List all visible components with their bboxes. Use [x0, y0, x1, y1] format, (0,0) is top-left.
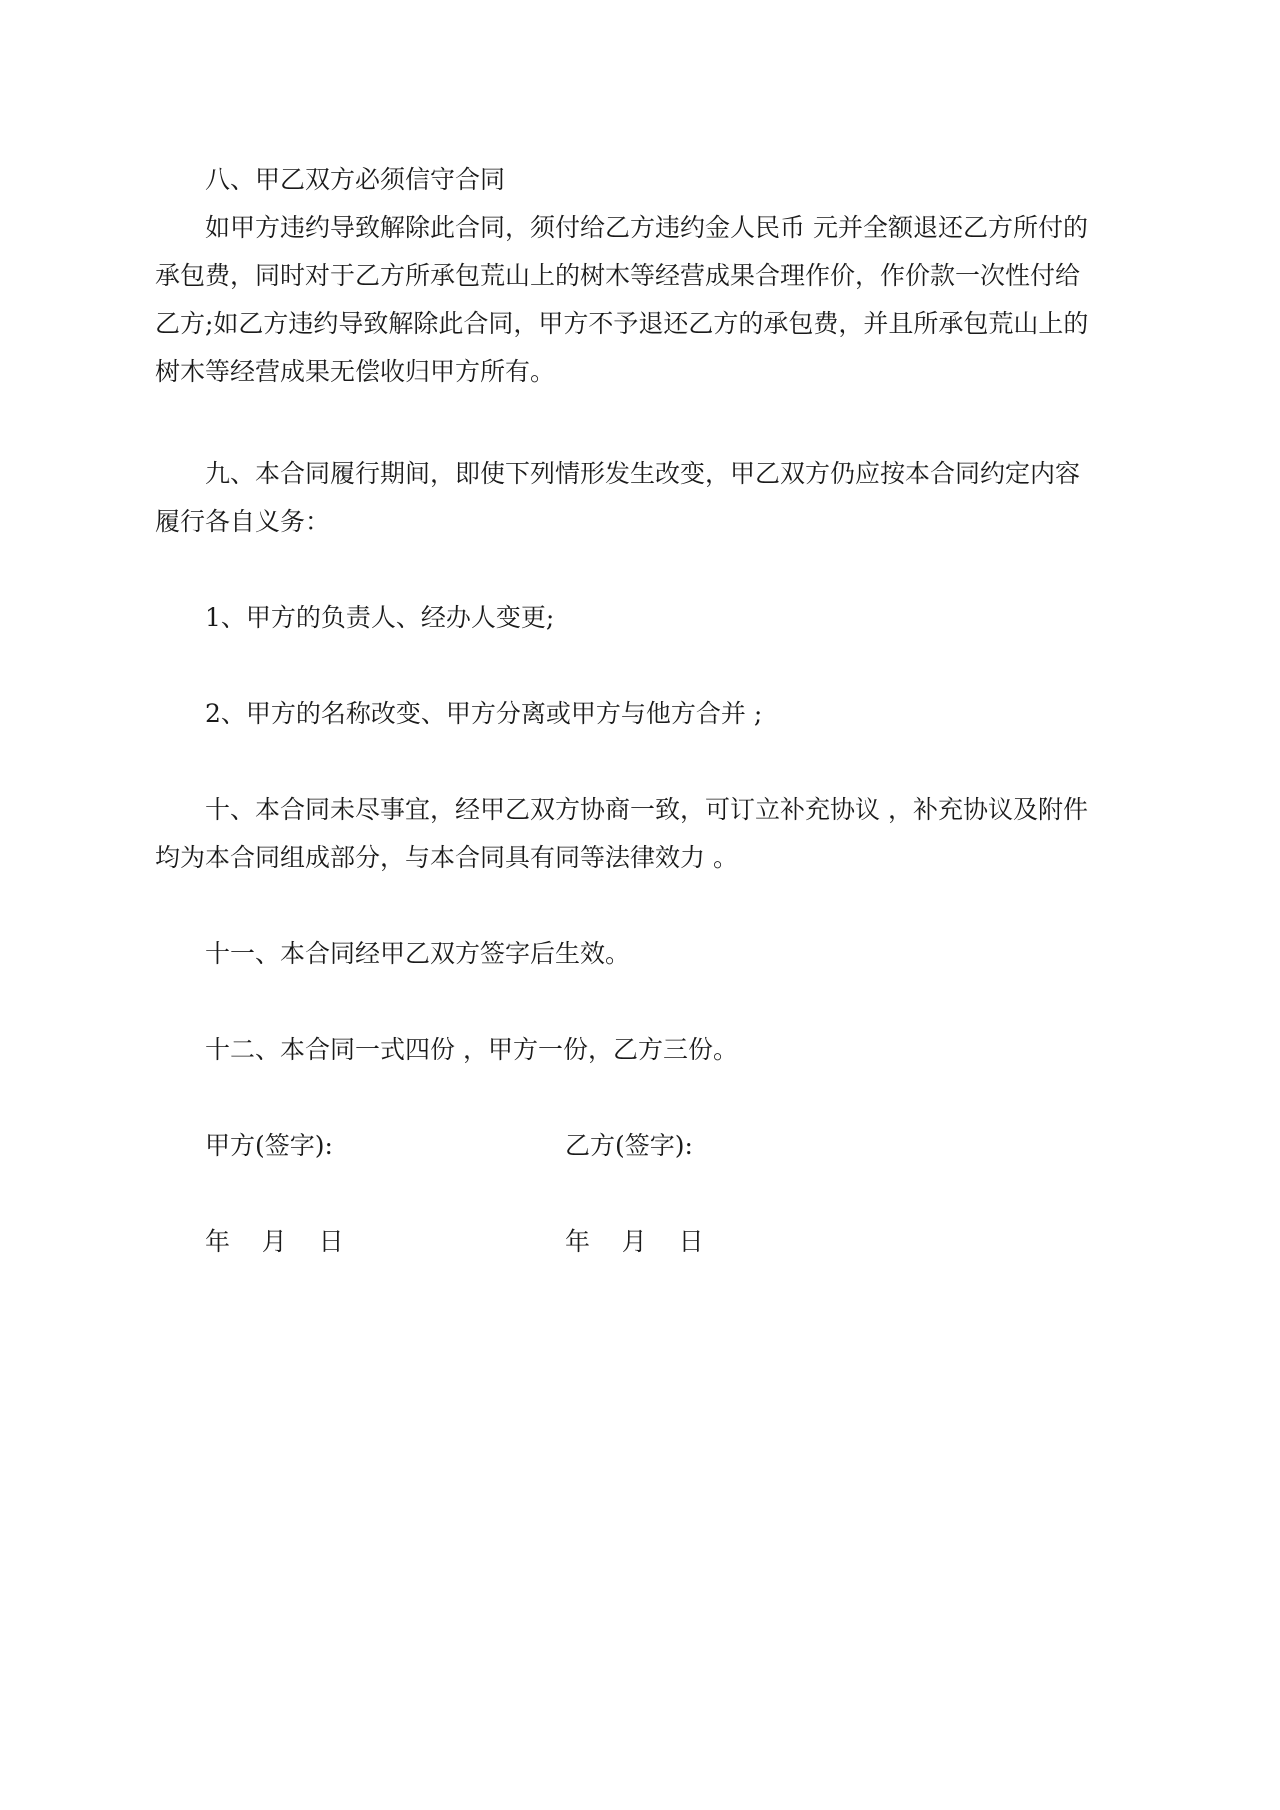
- section9-line-2: 履行各自义务：: [155, 507, 331, 536]
- section8-line-4: 树木等经营成果无偿收归甲方所有。: [155, 357, 556, 386]
- section8-line-2: 承包费，同时对于乙方所承包荒山上的树木等经营成果合理作价，作价款一次性付给: [155, 261, 1081, 290]
- section9-item-2: 2、甲方的名称改变、甲方分离或甲方与他方合并 ;: [205, 699, 763, 728]
- section9-item-1: 1、甲方的负责人、经办人变更;: [205, 603, 555, 632]
- party-a-signature-label: 甲方(签字):: [205, 1131, 333, 1160]
- party-b-date: 年 月 日: [565, 1227, 704, 1256]
- section10-line-2: 均为本合同组成部分，与本合同具有同等法律效力 。: [155, 843, 738, 872]
- section8-line-1: 如甲方违约导致解除此合同，须付给乙方违约金人民币 元并全额退还乙方所付的: [205, 213, 1088, 242]
- party-a-date: 年 月 日: [205, 1227, 344, 1256]
- section8-heading: 八、甲乙双方必须信守合同: [205, 165, 506, 194]
- section10-line-1: 十、本合同未尽事宜，经甲乙双方协商一致，可订立补充协议 ，补充协议及附件: [205, 795, 1088, 824]
- section11: 十一、本合同经甲乙双方签字后生效。: [205, 939, 631, 968]
- section12: 十二、本合同一式四份 ，甲方一份，乙方三份。: [205, 1035, 738, 1064]
- party-b-signature-label: 乙方(签字):: [565, 1131, 693, 1160]
- section8-line-3: 乙方;如乙方违约导致解除此合同，甲方不予退还乙方的承包费，并且所承包荒山上的: [155, 309, 1089, 338]
- section9-line-1: 九、本合同履行期间，即使下列情形发生改变，甲乙双方仍应按本合同约定内容: [205, 459, 1081, 488]
